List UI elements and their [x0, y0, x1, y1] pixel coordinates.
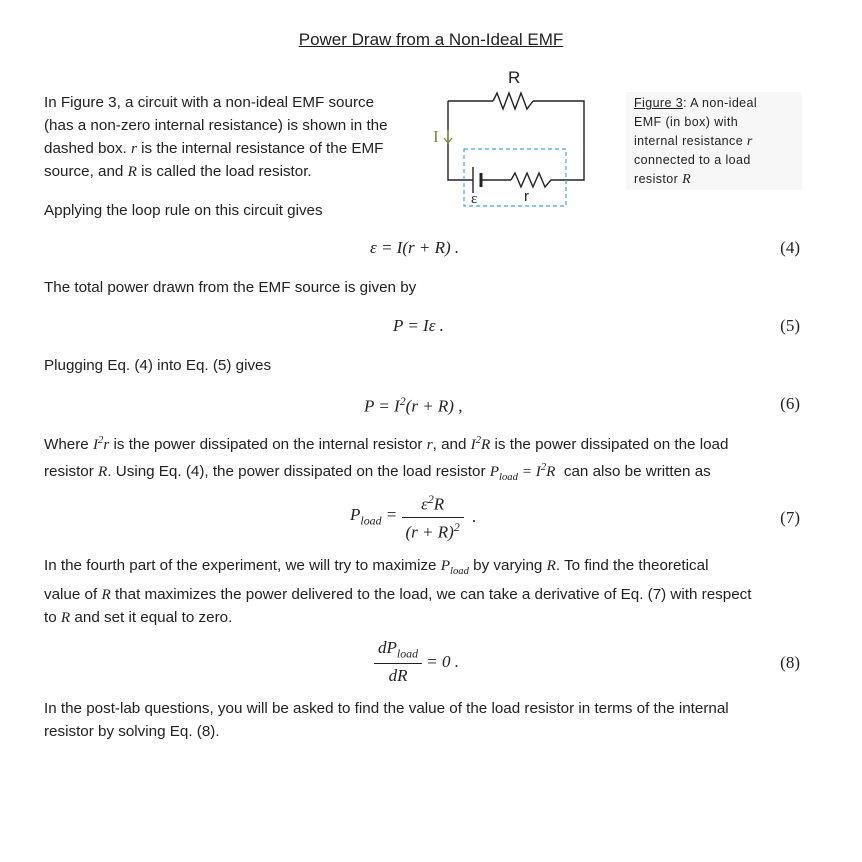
caption-label: Figure 3	[634, 96, 684, 110]
internal-resistor-zigzag	[511, 173, 561, 187]
internal-resistor-label: r	[524, 188, 529, 205]
wire-left	[448, 101, 473, 180]
emf-dashed-box	[464, 149, 566, 206]
where-paragraph: Where $I^2r$ is the power dissipated on the internal resistor r, and $I^2R$ is the power dissipated on the load resistor R. Using Eq. (4), the power dissipated on the load resistor $P_{load} = I^2R$ can also be written as	[44, 435, 729, 484]
load-resistor-zigzag	[493, 93, 533, 109]
intro-line-2: (has a non-zero internal resistance) is shown in the	[44, 117, 388, 134]
loop-rule-text: Applying the loop rule on this circuit gives	[44, 202, 323, 219]
intro-line-1: In Figure 3, a circuit with a non-ideal EMF source	[44, 94, 375, 111]
intro-line-4: source, and R is called the load resistor.	[44, 163, 312, 180]
current-label: I	[433, 127, 439, 146]
circuit-diagram	[425, 66, 605, 216]
equation-4-number: (4)	[780, 238, 800, 257]
equation-4: ε = I(r + R) .	[370, 238, 460, 257]
fourth-part-paragraph: In the fourth part of the experiment, we will try to maximize $P_{load}$ by varying R. To find the theoretical value of R that maximizes the power delivered to the load, we can take a derivative of Eq. (7) with respect to R and set it equal to zero.	[44, 557, 752, 627]
emf-label: ε	[471, 191, 478, 207]
equation-8: $\frac{dP_{load}}{dR}$ = 0 .	[374, 638, 459, 686]
intro-paragraph	[44, 91, 424, 183]
power-text: The total power drawn from the EMF source is given by	[44, 279, 417, 296]
wire-right	[533, 101, 584, 180]
page-title: Power Draw from a Non-Ideal EMF	[298, 30, 564, 49]
equation-7-number: (7)	[780, 508, 800, 527]
equation-5-number: (5)	[780, 316, 800, 335]
equation-8-number: (8)	[780, 653, 800, 672]
plugging-text: Plugging Eq. (4) into Eq. (5) gives	[44, 357, 272, 374]
intro-line-3: dashed box. r is the internal resistance of the EMF	[44, 140, 384, 157]
equation-5: P = Iε .	[393, 316, 444, 335]
load-resistor-label: R	[508, 68, 521, 87]
equation-6: $P = I^2(r + R)$ ,	[364, 394, 463, 416]
figure-caption: Figure 3: A non-ideal EMF (in box) with internal resistance r connected to a load resistor R	[626, 92, 802, 190]
equation-6-number: (6)	[780, 394, 800, 413]
post-lab-paragraph: In the post-lab questions, you will be asked to find the value of the load resistor in terms of the internal resistor by solving Eq. (8).	[44, 700, 729, 740]
equation-7: $P_{load}$ = $\frac{\varepsilon^2R}{(r + R)^2}$ .	[350, 492, 477, 542]
